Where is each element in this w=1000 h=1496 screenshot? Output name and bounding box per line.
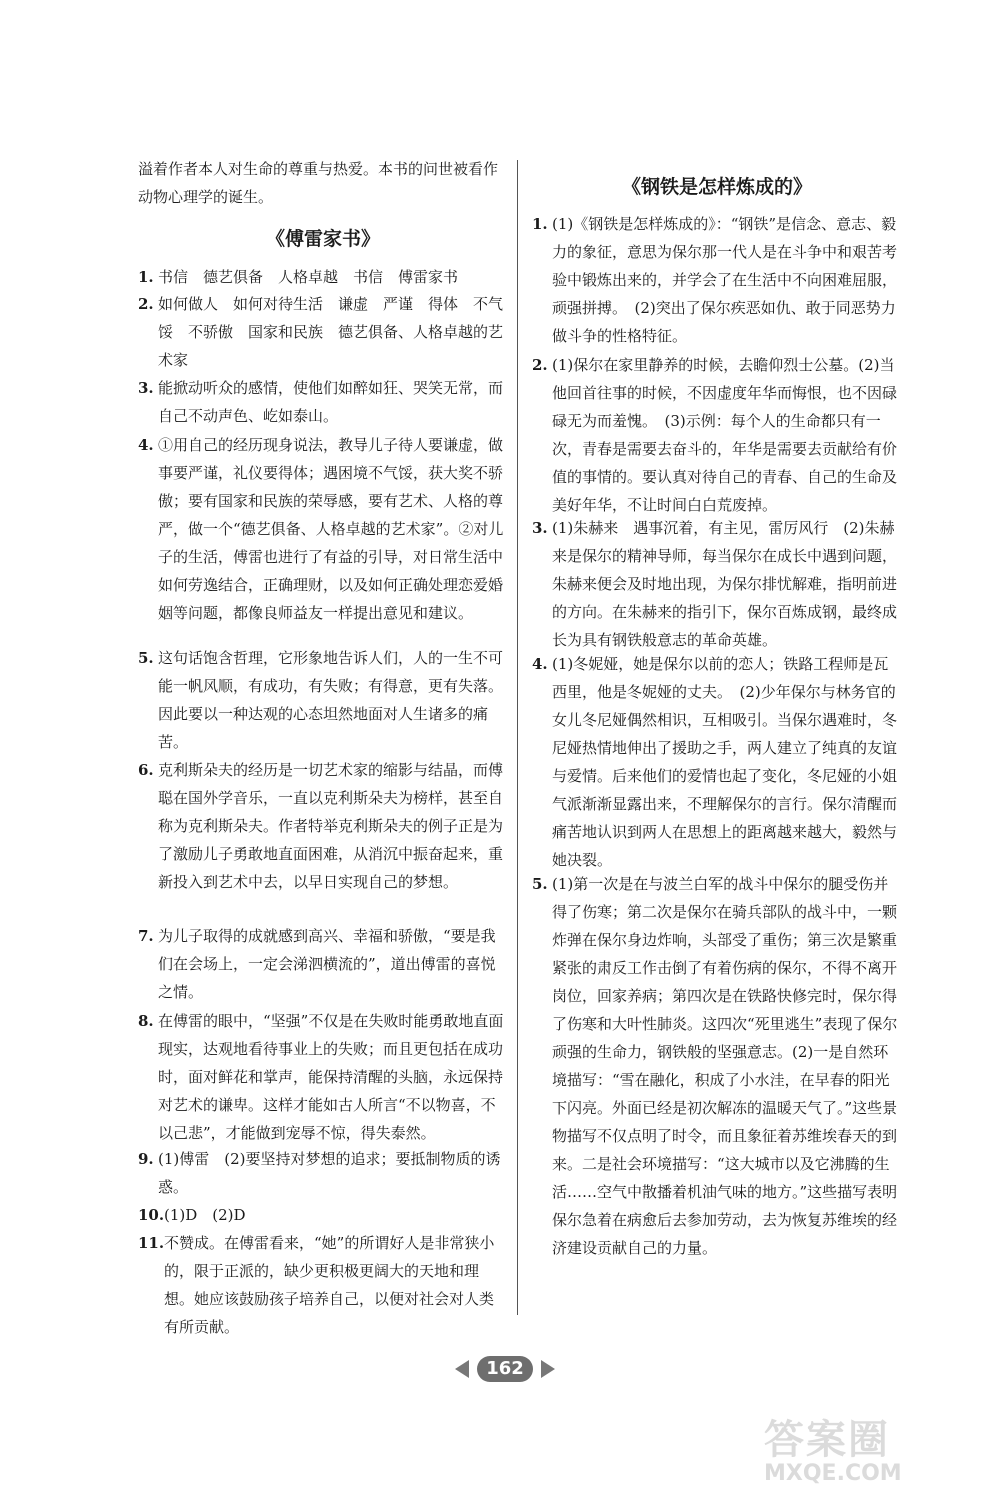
item-text: 如何做人 如何对待生活 谦虚 严谨 得体 不气馁 不骄傲 国家和民族 德艺俱备、人格卓越的艺术家 [158,295,504,369]
section-title-steel: 《钢铁是怎样炼成的》 [621,176,812,198]
list-item [532,650,902,874]
item-number: 7. [138,927,154,945]
list-item [138,1007,508,1147]
item-text: (1)傅雷 (2)要坚持对梦想的追求；要抵制物质的诱惑。 [158,1150,501,1196]
list-item [138,431,508,627]
column-divider [517,160,518,1315]
item-text: ①用自己的经历现身说法，教导儿子待人要谦虚，做事要严谨，礼仪要得体；遇困境不气馁，获大奖不骄傲；要有国家和民族的荣辱感，要有艺术、人格的尊严，做一个“德艺俱备、人格卓越的艺术家”。②对儿子的生活，傅雷也进行了有益的引导，对日常生活中如何劳逸结合，正确理财，以及如何正确处理恋爱婚姻等问题，都像良师益友一样提出意见和建议。 [158,436,504,622]
section-title-fu-lei: 《傅雷家书》 [265,228,380,250]
item-number: 6. [138,761,154,779]
list-item [138,922,508,1006]
left-arrow-icon [455,1360,469,1378]
item-text: (1)冬妮娅，她是保尔以前的恋人；铁路工程师是瓦西里，他是冬妮娅的丈夫。 (2)少年保尔与林务官的女儿冬尼娅偶然相识，互相吸引。当保尔遇难时，冬尼娅热情地伸出了援助之手，两人建立了纯真的友谊与爱情。后来他们的爱情也起了变化，冬尼娅的小姐气派渐渐显露出来，不理解保尔的言行。保尔清醒而痛苦地认识到两人在思想上的距离越来越大，毅然与她决裂。 [552,655,898,869]
item-text: (1)朱赫来 遇事沉着，有主见，雷厉风行 (2)朱赫来是保尔的精神导师，每当保尔在成长中遇到问题，朱赫来便会及时地出现，为保尔排忧解难，指明前进的方向。在朱赫来的指引下，保尔百炼成钢，最终成长为具有钢铁般意志的革命英雄。 [552,519,898,649]
item-text: (1)第一次是在与波兰白军的战斗中保尔的腿受伤并得了伤寒；第二次是保尔在骑兵部队的战斗中，一颗炸弹在保尔身边炸响，头部受了重伤；第三次是繁重紧张的肃反工作击倒了有着伤病的保尔，不得不离开岗位，回家养病；第四次是在铁路快修完时，保尔得了伤寒和大叶性肺炎。这四次“死里逃生”表现了保尔顽强的生命力，钢铁般的坚强意志。(2)一是自然环境描写：“雪在融化，积成了小水洼，在早春的阳光下闪亮。外面已经是初次解冻的温暖天气了。”这些景物描写不仅点明了时令，而且象征着苏维埃春天的到来。二是社会环境描写：“这大城市以及它沸腾的生活……空气中散播着机油气味的地方。”这些描写表明保尔急着在病愈后去参加劳动，去为恢复苏维埃的经济建设贡献自己的力量。 [552,875,898,1257]
intro-paragraph: 溢着作者本人对生命的尊重与热爱。本书的问世被看作动物心理学的诞生。 [138,160,499,206]
item-number: 8. [138,1012,154,1030]
item-text: (1)D (2)D [164,1206,246,1224]
item-text: (1)《钢铁是怎样炼成的》：“钢铁”是信念、意志、毅力的象征，意思为保尔那一代人是在斗争中和艰苦考验中锻炼出来的，并学会了在生活中不向困难屈服，顽强拼搏。 (2)突出了保尔疾恶如仇、敢于同恶势力做斗争的性格特征。 [552,215,898,345]
item-text: 这句话饱含哲理，它形象地告诉人们，人的一生不可能一帆风顺，有成功，有失败；有得意，更有失落。因此要以一种达观的心态坦然地面对人生诸多的痛苦。 [158,649,504,751]
item-text: (1)保尔在家里静养的时候，去瞻仰烈士公墓。(2)当他回首往事的时候，不因虚度年华而悔恨，也不因碌碌无为而羞愧。 (3)示例：每个人的生命都只有一次，青春是需要去奋斗的，年华是需要去贡献给有价值的事情的。要认真对待自己的青春、自己的生命及美好年华，不让时间白白荒废掉。 [552,356,898,514]
list-item [138,1201,508,1229]
item-number: 9. [138,1150,154,1168]
watermark-url: MXQE.COM [764,1461,902,1486]
item-number: 2. [138,295,154,313]
list-item [532,514,902,654]
item-text: 为儿子取得的成就感到高兴、幸福和骄傲，“要是我们在会场上，一定会涕泗横流的”，道出傅雷的喜悦之情。 [158,927,496,1001]
list-item [138,644,508,756]
watermark-text: 答案圈 [764,1417,890,1463]
item-text: 不赞成。在傅雷看来，“她”的所谓好人是非常狭小的，限于正派的，缺少更积极更阔大的天地和理想。她应该鼓励孩子培养自己，以便对社会对人类有所贡献。 [164,1234,495,1336]
item-number: 2. [532,356,548,374]
item-number: 5. [532,875,548,893]
list-item [138,1229,508,1341]
item-number: 11. [138,1234,165,1252]
item-number: 1. [532,215,548,233]
item-text: 能掀动听众的感情，使他们如醉如狂、哭笑无常，而自己不动声色、屹如泰山。 [158,379,504,425]
item-text: 在傅雷的眼中，“坚强”不仅是在失败时能勇敢地直面现实，达观地看待事业上的失败；而且更包括在成功时，面对鲜花和掌声，能保持清醒的头脑，永远保持对艺术的谦卑。这样才能如古人所言“不以物喜，不以己悲”，才能做到宠辱不惊，得失泰然。 [158,1012,504,1142]
right-arrow-icon [541,1360,555,1378]
item-number: 1. [138,268,154,286]
list-item [532,870,902,1262]
item-text: 书信 德艺俱备 人格卓越 书信 傅雷家书 [158,268,459,286]
list-item [532,351,902,519]
item-number: 4. [138,436,154,454]
list-item [532,210,902,350]
item-text: 克利斯朵夫的经历是一切艺术家的缩影与结晶，而傅聪在国外学音乐，一直以克利斯朵夫为榜样，甚至自称为克利斯朵夫。作者特举克利斯朵夫的例子正是为了激励儿子勇敢地直面困难，从消沉中振奋起来，重新投入到艺术中去，以早日实现自己的梦想。 [158,761,504,891]
list-item [138,1145,508,1201]
list-item [138,374,508,430]
watermark-logo [764,1408,984,1488]
item-number: 4. [532,655,548,673]
item-number: 3. [138,379,154,397]
list-item [138,290,508,374]
item-number: 3. [532,519,548,537]
list-item [138,263,508,291]
page-number: 162 [477,1356,533,1382]
list-item [138,756,508,896]
item-number: 10. [138,1206,165,1224]
page-number-badge [455,1356,555,1382]
item-number: 5. [138,649,154,667]
